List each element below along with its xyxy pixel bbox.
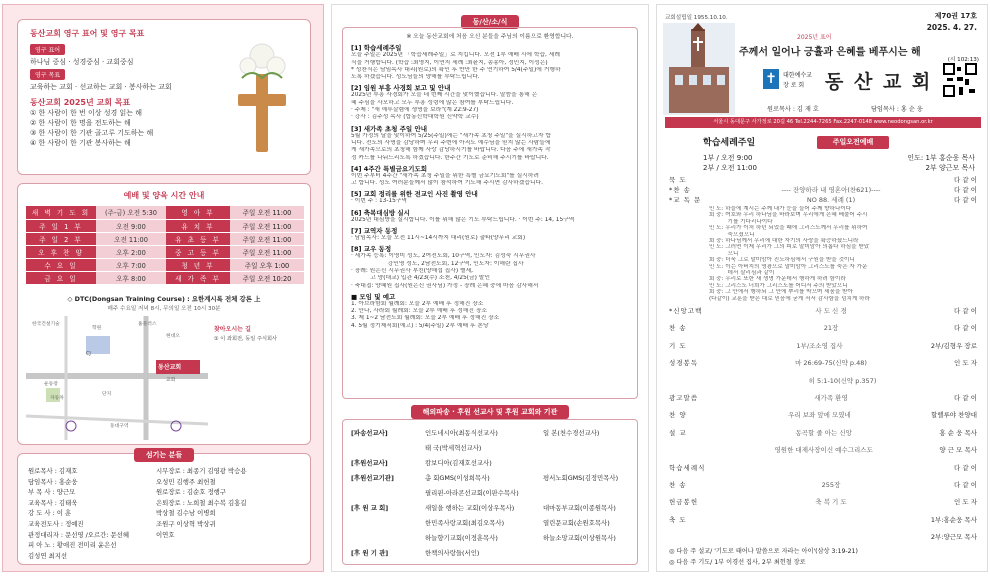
order-content [711, 460, 951, 477]
motto-box [17, 19, 311, 175]
mission-row [351, 501, 629, 516]
order-row [669, 355, 977, 372]
order-leader: 인 도 자 [954, 359, 977, 368]
servants-list [28, 466, 304, 561]
reading-line: 죽으셨으니 [709, 231, 755, 238]
reading-line: 인 도: 하늘에 계시는 주께 내가 눈을 들어 주께 향하나이다 [709, 206, 852, 212]
mission-category [351, 516, 425, 531]
order-label: 학습세례식 [669, 463, 706, 472]
servant-left: 피 아 노 : 황애진 전미리 윤은선 [28, 541, 117, 550]
servant-row [28, 551, 304, 562]
mission-item: 평서노회GMS(김정민목사) [543, 474, 619, 482]
order-content: 21장 [823, 324, 839, 333]
goal-item: ④ 한 사람이 한 기관 봉사하는 해 [30, 139, 131, 147]
goal-item: ② 한 사람이 한 명을 전도하는 해 [30, 119, 131, 127]
order-leader: 2부/김형우 장로 [930, 341, 977, 350]
news-header: 동/산/소/식 [461, 15, 520, 29]
worship-cell: 청 년 부 [166, 258, 230, 271]
servant-left: 원로목사 : 김재호 [28, 467, 78, 475]
map-label: 단지 [102, 392, 112, 397]
mission-row [351, 426, 629, 441]
reading-line: 으니 [709, 250, 739, 257]
service-1-leader: 인도: 1부 홍순웅 목사 [907, 154, 975, 162]
mission-category: [후원선교기관] [351, 474, 394, 482]
sunday-title: 학습세례주일 [703, 138, 756, 148]
mission-item: 일 본(천수경선교사) [543, 429, 600, 437]
order-content: 마 26:69-75(신약 p.48) [795, 359, 867, 368]
news-line: · 담임목사: 오늘 오전 11시~14시까지 대리(원로) 출타(양무리 교회) [351, 235, 526, 242]
reading-line: 인 도: 우리가 이처 하던 되었을 때에 그리스도께서 우리를 위하여 [709, 225, 868, 232]
order-leader: 다 같 이 [954, 463, 977, 472]
servant-right: 원로장로 : 김순호 정행구 [156, 488, 226, 497]
news-line: 강인영 성도, 2남전도회, 12구역, 인도자: 이해란 집사 [351, 260, 524, 267]
mission-category: [후원선교사] [351, 459, 388, 467]
worship-cell: 유 초 등 부 [166, 232, 230, 245]
flower-cross-illustration [222, 38, 300, 168]
goal-item: ③ 한 사람이 한 기관 골고루 기도하는 해 [30, 129, 154, 137]
order-label: 설 교 [669, 428, 687, 437]
worship-cell: 영 아 부 [166, 206, 230, 219]
order-leader: 1부:홍순웅 목사 [930, 515, 977, 524]
directions-title: 찾아오시는 길 [214, 326, 251, 333]
news-line: 4. 5월 정기제직회(예고) : 5/4(주일) 2부 예배 후 본당 [351, 322, 489, 329]
news-line: 고 합니다. 성도 여러분들께서 많이 참석하여 기도해 주시면 감사하겠습니다. [351, 180, 544, 187]
mission-item: 새일을 행하는 교회(이상우목사) [425, 504, 515, 512]
order-label: 찬 양 [669, 411, 687, 420]
servant-row [28, 540, 304, 551]
goals-2025-title: 동산교회 2025년 교회 목표 [30, 98, 131, 107]
order-label: 기 도 [669, 341, 687, 350]
news-line: 정 카드를 나눠드리도록 하겠습니다. 한주간 기도로 준비해 주시기를 바랍니다. [351, 154, 549, 161]
order-leader: 다 같 이 [954, 307, 977, 315]
worship-cell: 새 가 족 부 [166, 271, 230, 284]
mission-category [351, 531, 425, 546]
order-leader: 인 도 자 [954, 498, 977, 507]
map-church-label: 동산교회 [158, 364, 182, 371]
order-leader: 다 같 이 [954, 481, 977, 490]
address-bar: 서울시 동대문구 사가정로 20길 46 Tel.2244-7265 Fax.2247-0148 www.neodongsan.or.kr [665, 117, 981, 128]
news-line: · 세가족 등록: 이영미 성도, 2여전도회, 10구역, 인도자: 김성숙 시무권사 [351, 253, 536, 260]
order-label: 찬 송 [669, 324, 687, 333]
servant-left: 교육목사 : 김태욱 [28, 498, 78, 507]
mission-item: 대마동부교회(이종원목사) [543, 504, 616, 512]
news-intro: ※ 오늘 동산교회에 처음 오신 분들을 주님의 이름으로 환영합니다. [406, 34, 574, 40]
map-label: 현대오 [166, 334, 180, 339]
motto-tag: 영구 표어 [30, 44, 65, 55]
mission-item: 인도네시아(최동식선교사) [425, 429, 498, 437]
middle-panel [331, 4, 649, 572]
order-content: 영원한 대제사장이신 예수그리스도 [774, 446, 873, 455]
reading-line: 회 중: 하나님께서 우리에 대한 자기의 사랑을 확증하셨느니라 [709, 238, 859, 245]
news-heading: [5] 교회 정리를 위한 전교인 사진 촬영 안내 [351, 190, 478, 199]
order-content: 동곡할 줄 아는 신앙 [795, 428, 852, 437]
order-row [669, 338, 977, 355]
worship-title: 예배 및 양육 시간 안내 [123, 191, 205, 200]
mission-header: 해외파송 · 후원 선교사 및 후원 교회와 기관 [411, 405, 570, 419]
left-panel [2, 4, 324, 572]
order-content: 255장 [821, 481, 841, 490]
map-label: CJ [86, 352, 91, 357]
order-row [669, 494, 977, 511]
reading-line: (다같이) 교훈을 받은 대로 믿음에 굳게 서서 감사함을 넘치게 하라 [709, 295, 870, 302]
order-content: 우리 보좌 앞에 모였네 [788, 411, 851, 420]
dtc-text: ◇ DTC(Dongsan Training Course) : 요한계시록 전체 강론 上 [67, 295, 261, 303]
worship-row [26, 258, 304, 271]
order-leader [974, 373, 977, 390]
servant-left: 교육전도사 : 정예진 [28, 519, 84, 528]
worship-box [17, 183, 311, 445]
motto-text: 하나님 중심 · 성경중심 · 교회중심 [30, 58, 134, 66]
bulletin-date: 2025. 4. 27. [926, 23, 977, 32]
news-line: · 장례: 원은신 시무권사 부친(양해섭 집사) 별세, [351, 267, 474, 274]
news-line: 5월 가정의 달을 맞이하여 5/25(주일)에는 "새가족 초청 주일"을 실시하고자 합 [351, 132, 551, 139]
news-line: 3. 제 1~2 남전도회 월례회: 오늘 2부 예배 후 정해진 장소 [351, 315, 500, 322]
order-leader: 할렐루야 찬양대 [930, 411, 977, 420]
servant-row [28, 519, 304, 530]
order-leader: 양 근 모 목사 [939, 446, 977, 455]
mission-category [351, 441, 425, 456]
news-heading: [2] 임원 부흥 사경회 보고 및 안내 [351, 84, 451, 93]
news-line: 오늘 주일은 2025년 「학습세례주일」로 지킵니다. 오전 1부 예배 시에 학습, 세례 [351, 52, 560, 59]
cross-logo: ✝ [763, 69, 779, 89]
goal-tag: 영구 목표 [30, 69, 65, 80]
year-slogan: 주께서 일어나 긍휼과 은혜를 베푸시는 해 [739, 47, 921, 58]
mission-row [351, 456, 629, 471]
church-building-illustration [663, 23, 735, 115]
servant-left: 관정대리자 : 문선영 /오르간: 문선혜 [28, 530, 130, 539]
year-label: 2025년 표어 [797, 34, 832, 41]
order-content: ---- 잔양하라 내 영혼아(찬621)---- [781, 186, 881, 194]
mission-category [351, 486, 425, 501]
news-line: * 성찬식은 담임목사 대리(원로)의 확인 후 반만 한 주 연기하여 5/4(주일)에 거행하 [351, 66, 561, 73]
mission-row [351, 531, 629, 546]
church-name: 동 산 교 회 [825, 71, 933, 93]
worship-cell: 중 고 등 부 [166, 245, 230, 258]
worship-cell: 주 일 2 부 [26, 232, 96, 245]
issue-number: 제70권 17호 [934, 12, 977, 20]
directions-text: ① 이 좌회전, 동일 주식회사 [214, 336, 278, 342]
worship-cell: 금 요 일 [26, 271, 96, 284]
news-line: 혜 주심을 사모하고 모두 부흥 성령에 많은 참여를 부탁드립니다. [351, 99, 514, 106]
worship-cell: (주-금) 오전 5:30 [96, 206, 166, 219]
servant-row [28, 498, 304, 509]
mission-row [351, 546, 629, 561]
servants-box [17, 453, 311, 565]
servant-row [28, 477, 304, 488]
servant-row [28, 466, 304, 477]
mission-category: [후 원 교 회] [351, 504, 389, 512]
news-line: 식을 거행합니다. (학습 :최영지, 이연지 세례 :최윤지, 송송아, 정민지, 이성은) [351, 59, 548, 66]
order-leader: 2부:양근모 목사 [930, 533, 977, 542]
servant-right: 박상철 김수남 이병희 [156, 509, 216, 518]
order-row [669, 373, 977, 390]
order-content: 축 복 기 도 [815, 498, 847, 507]
order-row [669, 442, 977, 459]
order-label: 성경봉독 [669, 359, 699, 368]
goal-text: 교육하는 교회 · 선교하는 교회 · 봉사하는 교회 [30, 83, 172, 91]
senior-pastor: 담임목사 : 홍 순 웅 [871, 106, 923, 113]
order-row [669, 320, 977, 337]
order-label [669, 529, 711, 546]
order-label: *찬 송 [669, 186, 691, 194]
order-row [669, 185, 977, 195]
order-label: 묵 도 [669, 176, 687, 184]
order-of-worship-bottom [669, 303, 977, 547]
next-week-sermon: ◎ 다음 주 설교/ '기도로 태어나 말씀으로 자라는 아이'(삼상 3:19-21) [669, 548, 858, 555]
order-content: 사 도 신 경 [815, 307, 847, 315]
order-content: 새가족 환영 [814, 394, 848, 403]
worship-cell: 오전 9:00 [96, 219, 166, 232]
servant-left: 담임목사 : 홍순웅 [28, 477, 78, 486]
reading-line: 회 중: 더욱 그로 말미암아 진노하심에서 구원을 받을 것이니 [709, 257, 855, 264]
map-label: 자동차 [50, 396, 64, 401]
worship-cell: 오 후 찬 양 [26, 245, 96, 258]
mission-row [351, 486, 629, 501]
order-leader: 홍 순 웅 목사 [939, 428, 977, 437]
worship-table [26, 206, 304, 285]
order-content [711, 529, 928, 546]
order-row [669, 512, 977, 529]
worship-row [26, 232, 304, 245]
servant-right: 은퇴장로 : 노희철 최수복 김홍길 [156, 498, 247, 507]
worship-cell: 수 요 일 [26, 258, 96, 271]
news-line: · 축대접: 양혜원 집사(원은신 권사님) 가정 - 장례 은혜 중에 마음 감사해서 [351, 282, 539, 289]
mission-category: [파송선교사] [351, 429, 388, 437]
order-leader: 다 같 이 [954, 186, 977, 194]
worship-cell: 주일 오전 11:00 [230, 206, 304, 219]
order-fill [711, 175, 951, 185]
news-line: 니다. 전도의 사명을 감당하며 우리 주변에 아직도 예수님을 믿지 않는 사람들에 [351, 139, 551, 146]
reading-line: 회 중: 그 안에서 행하되 그 안에 뿌리를 박으며 세움을 받아 [709, 289, 853, 296]
order-label: 찬 송 [669, 481, 687, 490]
reading-line: 인 도: 그리스도 너희가 그리스도를 어디서 주의 받았으니 [709, 282, 848, 289]
service-2-leader: 2부 양근모 목사 [925, 164, 975, 172]
church-founded: 교회설립일 1955.10.10. [665, 15, 728, 21]
reading-line: 데서 살리심과 같이 [709, 270, 775, 277]
worship-cell: 오후 7:00 [96, 258, 166, 271]
reading-line: 회 중: 우리로 또한 새 생명 가운데서 행하게 하려 함이라 [709, 276, 846, 283]
mission-row [351, 471, 629, 486]
servant-right: 이연호 [156, 530, 175, 539]
servant-row [28, 508, 304, 519]
order-leader: 다 같 이 [954, 196, 977, 204]
order-of-worship-top [669, 175, 977, 205]
news-heading: ■ 모임 및 예고 [351, 292, 396, 301]
news-box [342, 27, 638, 399]
qr-code-icon [943, 63, 977, 97]
mission-item: 열린문교회(손원호목사) [543, 519, 610, 527]
motto-title: 동산교회 영구 표어 및 영구 목표 [30, 29, 145, 38]
reading-line: 회 중: 여호와 우리 하나님을 바라보며 우리에게 은혜 베풀어 주시 [709, 212, 868, 219]
right-panel [656, 4, 988, 572]
worship-row [26, 219, 304, 232]
map-label: 한국건설기술 [32, 322, 60, 327]
map-label: 학원 [92, 326, 102, 331]
news-line: 고 양(대교) 입관 4/23(수) 소천, 4/25(금) 발인 [351, 275, 490, 282]
mission-item: 하늘향기교회(이정훈목사) [425, 534, 498, 542]
mission-item: 한책의사랑들(서인) [425, 549, 480, 557]
worship-cell: 새 벽 기 도 회 [26, 206, 96, 219]
worship-cell: 주일 오전 11:00 [230, 219, 304, 232]
news-heading: [3] 새가족 초청 주일 안내 [351, 124, 428, 133]
service-2-time: 2부 / 오전 11:00 [703, 164, 757, 172]
news-line: · 주제 : "새 예루살렘에 생명을 보라"(계 22:9-27) [351, 107, 479, 114]
servant-left: 강 도 사 : 이 훈 [28, 509, 72, 518]
worship-cell: 주일 오전 11:00 [230, 245, 304, 258]
denomination-2: 장 로 회 [783, 82, 805, 89]
mission-item: 필리핀-아라콘선교회(이판수목사) [425, 489, 519, 497]
mission-item: 캄보디아(김재호선교사) [425, 459, 492, 467]
mission-box [342, 419, 638, 565]
worship-row [26, 245, 304, 258]
news-line: 2025년 부흥 사경회가 오늘 네 번째 시간을 맞이했습니다. 말씀을 통해 은 [351, 92, 538, 99]
order-row [669, 425, 977, 442]
mission-item: 한민족사랑교회(최김오목사) [425, 519, 505, 527]
servant-right: 조원구 이상혁 박상귀 [156, 519, 216, 528]
order-leader: 다 같 이 [954, 324, 977, 333]
news-heading: [8] 교우 동정 [351, 245, 392, 254]
worship-row [26, 271, 304, 284]
news-line: 1. 아브라함회 월례회: 오늘 2부 예배 후 정해진 장소 [351, 300, 484, 307]
next-week-prayer: ◎ 다음 주 기도/ 1부 이경선 집사, 2부 최헌철 장로 [669, 559, 806, 566]
dtc-sub: 매주 수요일 저녁 8시, 무의일 오전 10시 30분 [107, 306, 221, 312]
order-content: 히 5:1-10(신약 p.357) [808, 376, 877, 385]
servant-right: 시무장로 : 최종기 김영광 박승용 [156, 467, 247, 475]
mission-item: 태 국(박세혁선교사) [425, 444, 482, 452]
order-content [711, 512, 928, 529]
map-label: 교회 [166, 378, 176, 383]
order-leader: 다 같 이 [954, 394, 977, 403]
order-label: *신앙고백 [669, 307, 703, 315]
mission-item: 총 회GMS(이성희목사) [425, 474, 490, 482]
news-line: 2. 안나, 사라회 월례회: 오늘 2부 예배 후 정해진 장소 [351, 308, 487, 315]
news-heading: [7] 교역자 동정 [351, 227, 398, 236]
worship-cell: 주 일 1 부 [26, 219, 96, 232]
worship-cell: 주일 오후 1:00 [230, 258, 304, 271]
servant-row [28, 487, 304, 498]
order-label [669, 373, 711, 390]
worship-cell: 오후 2:00 [96, 245, 166, 258]
reading-line: 기를 기다리나이다 [709, 218, 773, 225]
map-label: 홈플러스 [138, 322, 157, 327]
service-1-time: 1부 / 오전 9:00 [703, 154, 753, 162]
order-row [669, 175, 977, 185]
denomination-1: 대한예수교 [783, 72, 812, 79]
worship-cell: 오전 11:00 [96, 232, 166, 245]
mission-row [351, 441, 629, 456]
servant-row [28, 530, 304, 541]
worship-cell: 유 치 부 [166, 219, 230, 232]
news-line: 게 새가족으로의 초청해 함께 사랑 감당하시기를 바랍니다. 다음 주에 새가족 작 [351, 147, 551, 154]
mission-row [351, 516, 629, 531]
reading-line: 인 도: 그러면 이제 우리가 그의 피로 말미암아 의롭다 하심을 받았 [709, 244, 870, 251]
news-line: 이번 주부터 4주간 "새가족 초청 주일을 위한 특별 금요기도회"를 실시하려 [351, 172, 539, 179]
order-row [669, 195, 977, 205]
order-row [669, 477, 977, 494]
news-heading: [6] 축복대심방 실시 [351, 208, 410, 217]
news-line: · 이번 주 : 13-15구역 [351, 198, 408, 205]
mission-category: [후 원 기 관] [351, 549, 389, 557]
worship-cell: 주일 오전 10:20 [230, 271, 304, 284]
servants-title: 섬기는 분들 [134, 448, 194, 462]
goal-item: ① 한 사람이 한 번 이상 성경 읽는 해 [30, 109, 142, 117]
map-label: 동대구역 [110, 424, 129, 429]
reading-line: 인 도: 이는 아버지의 영광으로 말미암아 그리스도를 죽은 자 가운 [709, 263, 868, 270]
news-heading: [4] 4주간 특별금요기도회 [351, 164, 428, 173]
worship-cell: 주일 오전 11:00 [230, 232, 304, 245]
servant-left: 부 목 사 : 양근모 [28, 488, 76, 497]
news-heading: [1] 학습세례주일 [351, 44, 402, 53]
order-row [669, 390, 977, 407]
responsive-reading [709, 206, 981, 302]
news-line: 도록 하겠습니다. 성도님들의 양해를 부탁드립니다. [351, 74, 480, 81]
news-line: · 강사 : 김주성 목사 (합동신학대학원 신약학 교수) [351, 114, 479, 121]
servant-left: 김성연 최지선 [28, 551, 68, 560]
news-items [351, 43, 629, 330]
order-row [669, 303, 977, 320]
order-row [669, 529, 977, 546]
order-leader: 다 같 이 [954, 176, 977, 184]
news-line: 2025년 대심방을 실시합니다. 이를 위해 많은 기도 부탁드립니다. · 이번 주: 14, 15구역 [351, 216, 575, 223]
order-row [669, 460, 977, 477]
order-row [669, 407, 977, 424]
worship-row [26, 206, 304, 219]
order-content: NO 88. 세례 (1) [806, 196, 856, 204]
order-label: 헌금봉헌 [669, 498, 699, 507]
order-label: 축 도 [669, 515, 687, 524]
service-title: 주일오전예배 [817, 136, 889, 149]
order-label [669, 442, 711, 459]
worship-cell: 오후 8:00 [96, 271, 166, 284]
slogan-reference: (시 102:13) [947, 57, 979, 63]
pastor-emeritus: 원로목사 : 김 재 호 [767, 106, 819, 113]
order-label: 광고말씀 [669, 394, 699, 403]
order-content: 1부/조소영 집사 [796, 341, 843, 350]
map-label: 운동장 [44, 382, 58, 387]
mission-item: 하늘소망교회(이상원목사) [543, 534, 616, 542]
servant-right: 오성민 김행주 최헌철 [156, 477, 216, 486]
order-label: *교 독 문 [669, 196, 702, 204]
